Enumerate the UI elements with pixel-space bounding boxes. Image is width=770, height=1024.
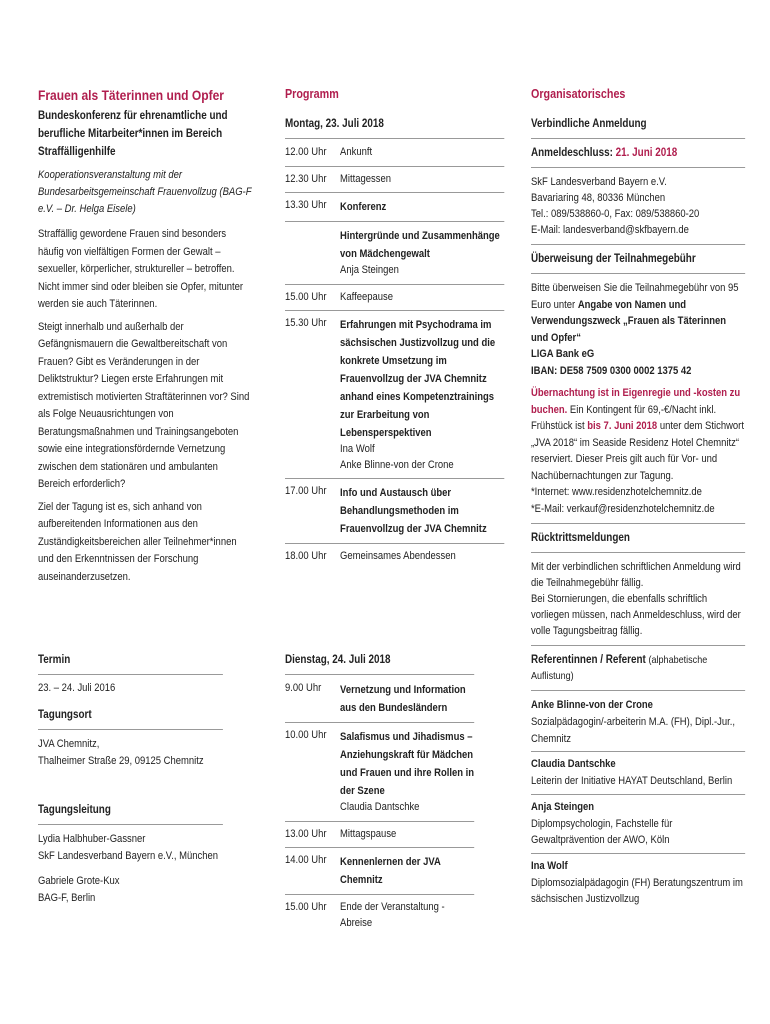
speaker-name: Anja Steingen (531, 800, 595, 813)
divider (285, 722, 474, 723)
deadline-date: 21. Juni 2018 (615, 147, 678, 159)
accommodation-deadline: bis 7. Juni 2018 (587, 420, 658, 432)
schedule-time: 15.00 Uhr (285, 290, 327, 303)
registration-heading: Verbindliche Anmeldung (531, 118, 647, 130)
speaker-description: Diplomsozialpädagogin (FH) Beratungszentrum im sächsischen Justizvollzug (531, 876, 743, 905)
leader-1-org: SkF Landesverband Bayern e.V., München (38, 849, 219, 862)
schedule-title: Hintergründe und Zusammenhänge von Mädchengewalt (340, 230, 500, 260)
divider (285, 674, 474, 675)
schedule-title: Mittagspause (340, 827, 397, 840)
schedule-item (285, 290, 504, 306)
schedule-entry (340, 172, 504, 188)
schedule-entry (340, 316, 504, 473)
divider (285, 192, 504, 193)
hotel-email[interactable]: *E-Mail: verkauf@residenzhotelchemnitz.de (531, 502, 715, 515)
schedule-title: Kennenlernen der JVA Chemnitz (340, 856, 441, 886)
schedule-speaker: Anke Blinne-von der Crone (340, 458, 454, 471)
deadline-line: Anmeldeschluss: 21. Juni 2018 (531, 147, 678, 159)
schedule-time: 18.00 Uhr (285, 550, 327, 562)
divider (531, 244, 745, 245)
schedule-time (285, 227, 340, 279)
program-column (285, 86, 505, 565)
venue-line-2: Thalheimer Straße 29, 09125 Chemnitz (38, 754, 204, 767)
divider (531, 751, 745, 752)
leadership-heading: Tagungsleitung (38, 803, 111, 816)
divider (38, 674, 223, 675)
speaker-name: Anke Blinne-von der Crone (531, 699, 653, 711)
cancellation-heading: Rücktrittsmeldungen (531, 532, 630, 544)
schedule-title: Ende der Veranstaltung - Abreise (340, 901, 445, 929)
payment-reference: Angabe von Namen und Verwendungszweck „Frauen als Täterinnen und Opfer“ (531, 298, 727, 344)
schedule-entry (340, 145, 504, 161)
speaker-item (531, 858, 745, 908)
address-line-1: SkF Landesverband Bayern e.V. (531, 176, 667, 188)
divider (285, 894, 474, 895)
divider (38, 824, 223, 825)
event-details (38, 652, 253, 907)
speaker-description: Sozialpädagogin/-arbeiterin M.A. (FH), Dipl.-Jur., Chemnitz (531, 716, 736, 745)
divider (531, 690, 745, 691)
speakers-label: Referentinnen / Referent (531, 654, 646, 666)
divider (531, 523, 745, 524)
schedule-item (285, 827, 474, 843)
payment-text (531, 280, 745, 346)
schedule-entry (340, 198, 504, 216)
accommodation-note: Übernachtung ist in Eigenregie und -kosten zu buchen. (531, 387, 741, 416)
event-title: Frauen als Täterinnen und Opfer (38, 87, 224, 103)
bank-name: LIGA Bank eG (531, 348, 595, 360)
schedule-item (285, 198, 504, 216)
accommodation-quota: Ein Kontingent für 69,-€/Nacht inkl. Frühstück ist (531, 403, 717, 432)
intro-paragraph-2: Steigt innerhalb und außerhalb der Gefängnismauern die Gewaltbereitschaft von Frauen? Gibt es Veränderungen in der Deliktstruktur? Liegen erste Erfahrungen mit extremistisch motivierten Straftäterinnen vor? Sind als Folge Neuausrichtungen von Beratungsmaßnahmen und Trainingsangeboten sowie eine integrationsfördernde Vernetzung zwischen dem stationären und ambulanten Bereich erforderlich? (38, 320, 250, 490)
schedule-item (285, 681, 474, 717)
schedule-time: 14.00 Uhr (285, 854, 327, 866)
speaker-description: Leiterin der Initiative HAYAT Deutschland, Berlin (531, 775, 733, 787)
day2-schedule (285, 681, 474, 931)
program-day2 (285, 652, 505, 931)
payment-heading: Überweisung der Teilnahmegebühr (531, 253, 696, 265)
schedule-item (285, 484, 504, 538)
schedule-time: 10.00 Uhr (285, 729, 327, 741)
schedule-time: 15.00 Uhr (285, 901, 327, 913)
schedule-title: Konferenz (340, 201, 387, 213)
address-email: E-Mail: landesverband@skfbayern.de (531, 224, 689, 236)
schedule-speaker: Claudia Dantschke (340, 801, 420, 813)
intro-paragraph-3: Ziel der Tagung ist es, sich anhand von aufbereitenden Informationen aus den Zuständigkeitsbereichen aller Teilnehmer*innen und den Erkenntnissen der Forschung auseinanderzusetzen. (38, 500, 237, 583)
schedule-entry (340, 681, 474, 717)
payment-intro: Bitte überweisen Sie die Teilnahmegebühr von 95 Euro unter (531, 282, 739, 311)
schedule-time: 15.30 Uhr (285, 317, 327, 329)
divider (531, 645, 745, 646)
schedule-item (285, 145, 504, 161)
venue-heading: Tagungsort (38, 708, 92, 721)
event-subtitle: Bundeskonferenz für ehrenamtliche und berufliche Mitarbeiter*innen im Bereich Straffälligenhilfe (38, 110, 228, 158)
schedule-time: 13.00 Uhr (285, 827, 327, 840)
organisation-column (531, 86, 746, 908)
schedule-item (285, 227, 504, 279)
bank-iban: IBAN: DE58 7509 0300 0002 1375 42 (531, 364, 692, 377)
schedule-title: Gemeinsames Abendessen (340, 550, 456, 562)
schedule-title: Info und Austausch über Behandlungsmethoden im Frauenvollzug der JVA Chemnitz (340, 487, 487, 535)
address-line-2: Bavariaring 48, 80336 München (531, 192, 666, 204)
schedule-item (285, 172, 504, 188)
divider (285, 821, 474, 822)
speakers-note: (alphabetische Auflistung) (531, 654, 708, 682)
divider (285, 138, 504, 139)
divider (531, 138, 745, 139)
schedule-entry (340, 827, 474, 843)
speaker-item (531, 697, 745, 747)
schedule-title: Erfahrungen mit Psychodrama im sächsischen Justizvollzug und die konkrete Umsetzung im Frauenvollzug der JVA Chemnitz anhand eines Kompetenztrainings zur Erarbeitung von Lebensperspektiven (340, 319, 496, 439)
divider (285, 310, 504, 311)
divider (285, 166, 504, 167)
day1-schedule (285, 145, 504, 565)
schedule-time: 17.00 Uhr (285, 485, 327, 497)
leader-2-org: BAG-F, Berlin (38, 891, 96, 904)
schedule-item (285, 900, 474, 931)
divider (531, 794, 745, 795)
speaker-name: Ina Wolf (531, 859, 568, 872)
day1-heading: Montag, 23. Juli 2018 (285, 118, 384, 130)
schedule-speaker: Ina Wolf (340, 443, 375, 455)
divider (285, 543, 504, 544)
schedule-time: 12.30 Uhr (285, 172, 327, 185)
schedule-time: 9.00 Uhr (285, 682, 322, 694)
divider (285, 284, 504, 285)
cancellation-text-1: Mit der verbindlichen schriftlichen Anmeldung wird die Teilnahmegebühr fällig. (531, 561, 741, 589)
schedule-time: 12.00 Uhr (285, 146, 327, 158)
speaker-name: Claudia Dantschke (531, 758, 616, 770)
schedule-title: Ankunft (340, 146, 373, 158)
schedule-entry (340, 853, 474, 889)
schedule-entry (340, 549, 504, 565)
schedule-title: Vernetzung und Information aus den Bundesländern (340, 684, 466, 714)
schedule-speaker: Anja Steingen (340, 264, 399, 276)
divider (285, 221, 504, 222)
speaker-description: Diplompsychologin, Fachstelle für Gewaltprävention der AWO, Köln (531, 817, 673, 846)
day2-heading: Dienstag, 24. Juli 2018 (285, 654, 391, 666)
divider (531, 853, 745, 854)
intro-column (38, 86, 253, 586)
speakers-list (531, 697, 745, 908)
program-title: Programm (285, 87, 339, 101)
divider (285, 847, 474, 848)
cancellation-text-2: Bei Stornierungen, die ebenfalls schriftlich vorliegen müssen, nach Anmeldeschluss, wird der volle Tagungsbeitrag fällig. (531, 593, 741, 637)
schedule-title: Salafismus und Jihadismus – Anziehungskraft für Mädchen und Frauen und ihre Rollen in der Szene (340, 731, 475, 797)
schedule-title: Kaffeepause (340, 290, 393, 303)
schedule-entry (340, 484, 504, 538)
address-phone: Tel.: 089/538860-0, Fax: 089/538860-20 (531, 208, 700, 220)
schedule-time: 13.30 Uhr (285, 199, 327, 211)
schedule-entry (340, 728, 474, 816)
schedule-item (285, 316, 504, 473)
speakers-heading (531, 652, 745, 684)
venue-line-1: JVA Chemnitz, (38, 737, 100, 750)
accommodation-details: unter dem Stichwort „JVA 2018“ im Seaside Residenz Hotel Chemnitz“ reserviert. Dieser Preis gilt auch für Vor- und Nachübernachtungen zur Tagung. (531, 420, 744, 482)
organisation-title: Organisatorisches (531, 87, 626, 101)
cooperation-note: Kooperationsveranstaltung mit der Bundesarbeitsgemeinschaft Frauenvollzug (BAG-F e.V. – Dr. Helga Eisele) (38, 169, 252, 215)
leader-1-name: Lydia Halbhuber-Gassner (38, 832, 146, 845)
accommodation-text (531, 385, 745, 484)
schedule-entry (340, 290, 504, 306)
deadline-label: Anmeldeschluss (531, 147, 610, 159)
intro-paragraph-1: Straffällig gewordene Frauen sind besonders häufig von vielfältigen Formen der Gewalt – sexueller, körperlicher, struktureller – betroffen. Nicht immer sind oder bleiben sie Opfer, mitunter werden sie auch Täterinnen. (38, 228, 244, 310)
divider (531, 273, 745, 274)
leader-2-name: Gabriele Grote-Kux (38, 874, 120, 887)
speaker-item (531, 799, 745, 849)
hotel-internet[interactable]: *Internet: www.residenzhotelchemnitz.de (531, 486, 702, 498)
schedule-item (285, 728, 474, 816)
schedule-item (285, 853, 474, 889)
divider (531, 167, 745, 168)
termin-value: 23. – 24. Juli 2016 (38, 682, 116, 694)
schedule-title: Mittagessen (340, 172, 392, 185)
divider (38, 729, 223, 730)
divider (531, 552, 745, 553)
termin-heading: Termin (38, 654, 71, 666)
schedule-item (285, 549, 504, 565)
speaker-item (531, 756, 745, 790)
divider (285, 478, 504, 479)
schedule-entry (340, 900, 474, 931)
schedule-entry (340, 227, 504, 279)
